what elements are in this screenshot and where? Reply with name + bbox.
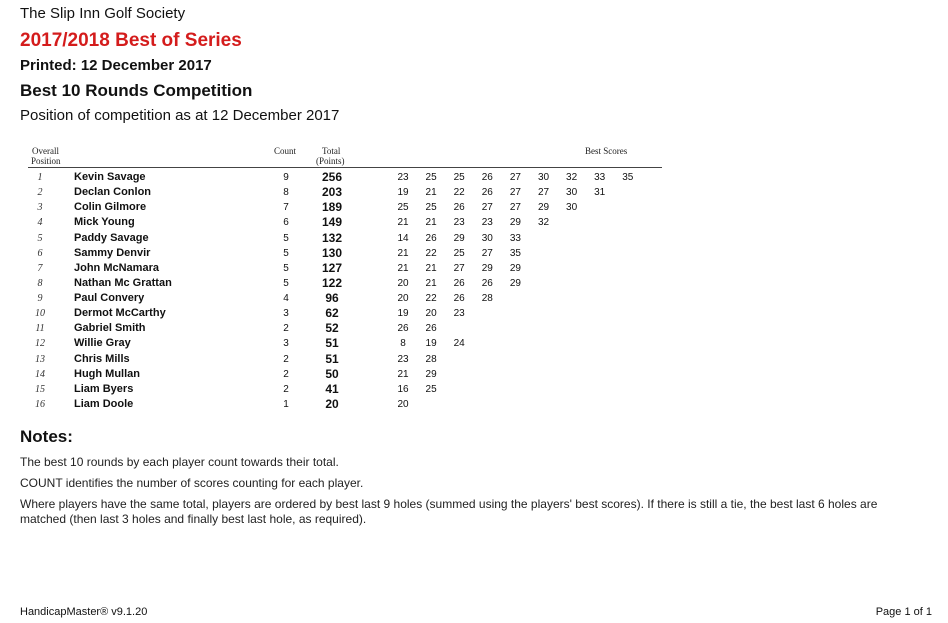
count-cell: 1 — [283, 398, 289, 410]
player-name-cell: Colin Gilmore — [74, 201, 147, 214]
position-note: Position of competition as at 12 December 2017 — [20, 107, 340, 124]
score-cell: 29 — [453, 232, 465, 244]
score-cell: 23 — [397, 172, 409, 183]
score-cell: 16 — [397, 383, 409, 395]
position-cell: 9 — [37, 293, 43, 305]
table-row — [0, 200, 948, 215]
player-name-cell: John McNamara — [74, 261, 159, 274]
position-cell: 1 — [37, 172, 43, 183]
score-cell: 20 — [425, 308, 437, 320]
player-name-cell: Mick Young — [74, 216, 135, 229]
position-cell: 7 — [37, 262, 43, 274]
total-points-cell: 256 — [321, 170, 343, 184]
score-cell: 26 — [453, 277, 465, 289]
total-points-cell: 132 — [321, 230, 343, 245]
table-row — [0, 352, 948, 367]
count-cell: 5 — [283, 277, 289, 289]
score-cell: 14 — [397, 232, 409, 244]
score-cell: 30 — [481, 232, 493, 244]
notes-title: Notes: — [20, 427, 73, 446]
score-cell: 21 — [397, 368, 409, 380]
score-cell: 21 — [425, 262, 437, 274]
count-cell: 3 — [283, 308, 289, 320]
note-line: Where players have the same total, players are ordered by best last 9 holes (summed using the players' best scores). If there is still a tie, the best last 6 holes are matched (then last 3 holes and finally best last hole, as required). — [20, 497, 878, 526]
total-points-cell: 41 — [325, 381, 339, 396]
score-cell: 32 — [566, 172, 578, 183]
table-row — [0, 246, 948, 261]
score-cell: 21 — [425, 217, 437, 229]
score-cell: 26 — [481, 187, 493, 199]
organisation-name: The Slip Inn Golf Society — [20, 5, 186, 22]
total-points-cell: 96 — [325, 291, 339, 306]
total-points-cell: 51 — [325, 351, 339, 366]
player-name-cell: Kevin Savage — [74, 171, 146, 183]
score-cell: 20 — [397, 277, 409, 289]
score-cell: 20 — [397, 293, 409, 305]
position-cell: 10 — [35, 308, 45, 320]
count-cell: 6 — [283, 217, 289, 229]
position-cell: 11 — [35, 323, 45, 335]
table-row — [0, 397, 948, 412]
score-cell: 29 — [509, 262, 521, 274]
score-cell: 28 — [425, 353, 437, 365]
series-title: 2017/2018 Best of Series — [20, 30, 242, 51]
header-best-scores: Best Scores — [585, 146, 628, 156]
total-points-cell: 127 — [321, 260, 343, 275]
header-divider — [28, 167, 662, 168]
count-cell: 5 — [283, 262, 289, 274]
player-name-cell: Gabriel Smith — [74, 322, 146, 335]
score-cell: 27 — [509, 187, 521, 199]
score-cell: 23 — [453, 308, 465, 320]
table-row — [0, 382, 948, 397]
score-cell: 29 — [481, 262, 493, 274]
competition-title: Best 10 Rounds Competition — [20, 81, 253, 100]
position-cell: 4 — [37, 217, 43, 229]
score-cell: 26 — [425, 323, 437, 335]
score-cell: 26 — [425, 232, 437, 244]
score-cell: 23 — [453, 217, 465, 229]
score-cell: 35 — [622, 172, 634, 183]
table-row — [0, 185, 948, 200]
score-cell: 29 — [509, 217, 521, 229]
player-name-cell: Liam Byers — [74, 382, 134, 395]
score-cell: 25 — [453, 172, 465, 183]
header-count: Count — [274, 146, 297, 156]
software-version: HandicapMaster® v9.1.20 — [20, 606, 148, 618]
score-cell: 27 — [453, 262, 465, 274]
table-row — [0, 231, 948, 246]
header-position: Position — [31, 156, 61, 166]
score-cell: 33 — [594, 172, 606, 183]
position-cell: 5 — [37, 232, 43, 244]
score-cell: 25 — [397, 202, 409, 214]
score-cell: 21 — [425, 187, 437, 199]
note-line: The best 10 rounds by each player count towards their total. — [20, 455, 339, 469]
score-cell: 19 — [397, 187, 409, 199]
score-cell: 26 — [453, 293, 465, 305]
score-cell: 30 — [537, 172, 550, 183]
table-row — [0, 276, 948, 291]
total-points-cell: 50 — [325, 366, 339, 381]
count-cell: 3 — [283, 338, 289, 350]
score-cell: 29 — [425, 368, 437, 380]
header-points: (Points) — [316, 156, 345, 166]
position-cell: 8 — [37, 277, 43, 289]
total-points-cell: 20 — [325, 396, 339, 411]
count-cell: 9 — [283, 172, 289, 183]
player-name-cell: Paddy Savage — [74, 231, 149, 244]
player-name-cell: Paul Convery — [74, 292, 145, 305]
score-cell: 8 — [400, 338, 406, 350]
score-cell: 23 — [481, 217, 493, 229]
score-cell: 25 — [425, 383, 437, 395]
total-points-cell: 149 — [321, 215, 343, 230]
table-row — [0, 215, 948, 230]
total-points-cell: 203 — [321, 185, 343, 200]
score-cell: 21 — [397, 247, 409, 259]
score-cell: 24 — [453, 338, 465, 350]
score-cell: 19 — [425, 338, 437, 350]
count-cell: 8 — [283, 187, 289, 199]
score-cell: 26 — [481, 277, 493, 289]
score-cell: 30 — [566, 202, 578, 214]
score-cell: 25 — [453, 247, 465, 259]
score-cell: 21 — [397, 262, 409, 274]
score-cell: 27 — [509, 172, 521, 183]
total-points-cell: 51 — [325, 336, 339, 351]
count-cell: 2 — [283, 353, 289, 365]
total-points-cell: 122 — [321, 275, 343, 290]
player-name-cell: Liam Doole — [74, 397, 134, 410]
score-cell: 27 — [509, 202, 521, 214]
header-total: Total — [322, 146, 341, 156]
player-name-cell: Dermot McCarthy — [74, 307, 166, 320]
table-row — [0, 261, 948, 276]
total-points-cell: 52 — [325, 321, 339, 336]
score-cell: 32 — [537, 217, 550, 229]
position-cell: 12 — [35, 338, 45, 350]
player-name-cell: Sammy Denvir — [74, 246, 151, 259]
score-cell: 26 — [481, 172, 493, 183]
count-cell: 4 — [283, 293, 289, 305]
score-cell: 25 — [425, 202, 437, 214]
position-cell: 6 — [37, 247, 43, 259]
table-row — [0, 321, 948, 336]
position-cell: 16 — [35, 398, 45, 410]
count-cell: 2 — [283, 383, 289, 395]
count-cell: 2 — [283, 368, 289, 380]
score-cell: 35 — [509, 247, 521, 259]
score-cell: 28 — [481, 293, 493, 305]
printed-date: Printed: 12 December 2017 — [20, 57, 212, 74]
score-cell: 31 — [594, 187, 606, 199]
score-cell: 27 — [481, 202, 493, 214]
score-cell: 22 — [453, 187, 465, 199]
table-row — [0, 291, 948, 306]
header-overall: Overall — [32, 146, 59, 156]
score-cell: 26 — [397, 323, 409, 335]
position-cell: 13 — [35, 353, 45, 365]
score-cell: 22 — [425, 293, 437, 305]
count-cell: 5 — [283, 247, 289, 259]
position-cell: 2 — [37, 187, 43, 199]
score-cell: 21 — [425, 277, 437, 289]
table-row — [0, 306, 948, 321]
table-row — [0, 170, 948, 185]
score-cell: 26 — [453, 202, 465, 214]
score-cell: 20 — [397, 398, 409, 410]
player-name-cell: Nathan Mc Grattan — [74, 276, 172, 289]
score-cell: 30 — [566, 187, 578, 199]
table-row — [0, 336, 948, 351]
total-points-cell: 62 — [325, 306, 339, 321]
score-cell: 25 — [425, 172, 437, 183]
score-cell: 27 — [537, 187, 550, 199]
position-cell: 3 — [37, 202, 43, 214]
score-cell: 27 — [481, 247, 493, 259]
total-points-cell: 130 — [321, 245, 343, 260]
page-number: Page 1 of 1 — [875, 606, 932, 618]
score-cell: 21 — [397, 217, 409, 229]
score-cell: 29 — [509, 277, 521, 289]
player-name-cell: Chris Mills — [74, 352, 130, 365]
count-cell: 5 — [283, 232, 289, 244]
note-line: COUNT identifies the number of scores counting for each player. — [20, 476, 364, 490]
count-cell: 7 — [283, 202, 289, 214]
count-cell: 2 — [283, 323, 289, 335]
player-name-cell: Declan Conlon — [74, 186, 152, 199]
score-cell: 19 — [397, 308, 409, 320]
score-cell: 22 — [425, 247, 437, 259]
total-points-cell: 189 — [321, 200, 343, 215]
player-name-cell: Willie Gray — [74, 337, 131, 350]
score-cell: 23 — [397, 353, 409, 365]
position-cell: 14 — [35, 368, 45, 380]
score-cell: 29 — [537, 202, 550, 214]
player-name-cell: Hugh Mullan — [74, 367, 140, 380]
position-cell: 15 — [35, 383, 45, 395]
table-row — [0, 367, 948, 382]
score-cell: 33 — [509, 232, 521, 244]
